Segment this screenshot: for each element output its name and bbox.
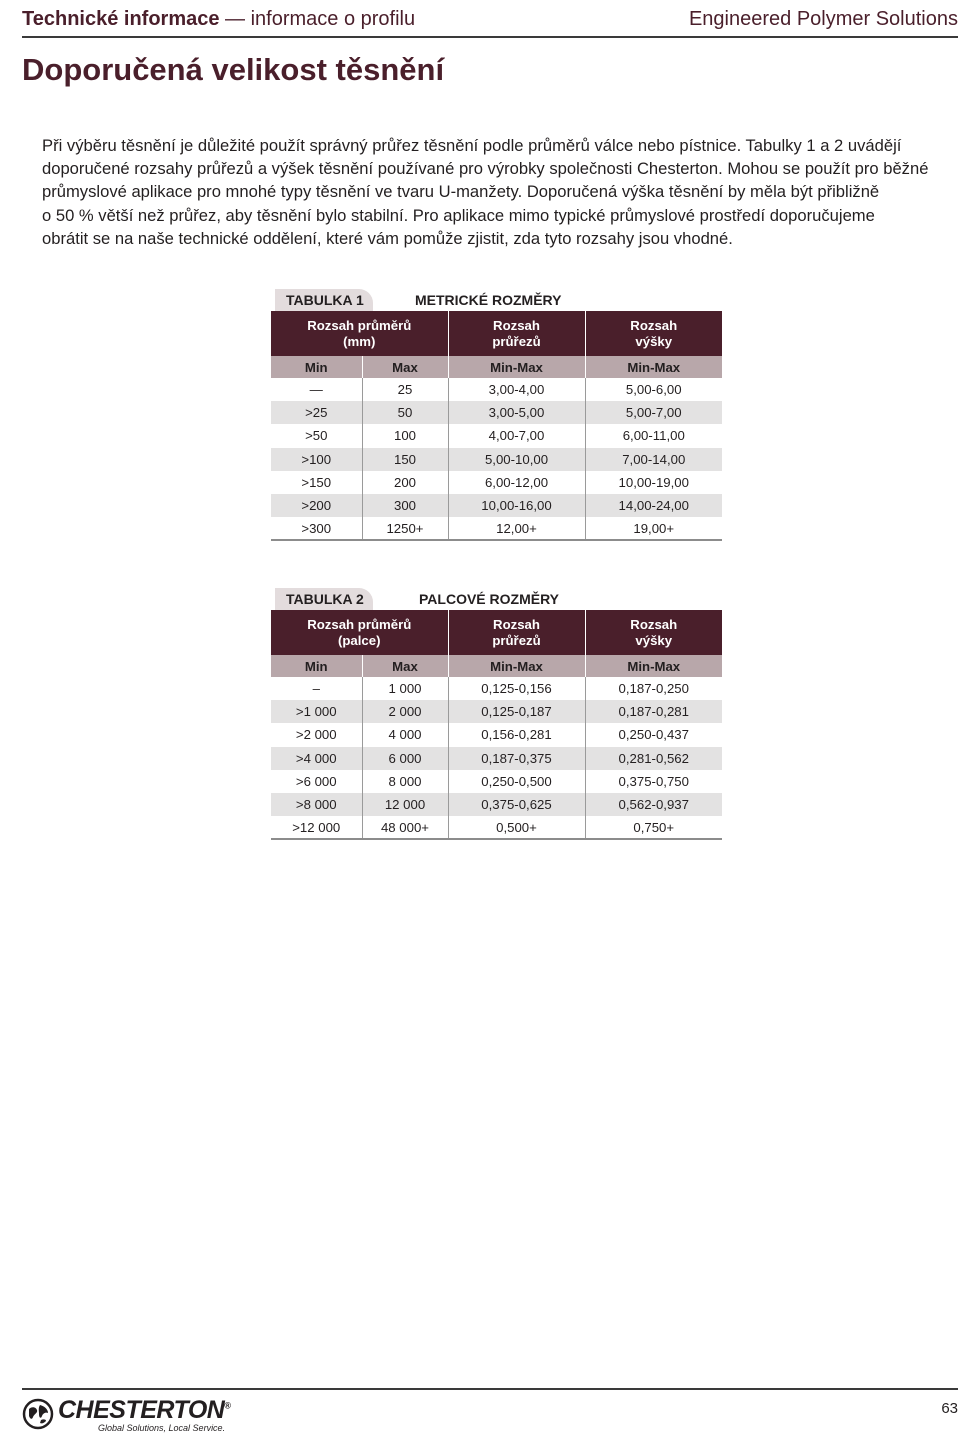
cell-section: 0,250-0,500 <box>448 770 585 793</box>
logo-wordmark <box>58 1396 230 1425</box>
cell-max: 48 000+ <box>362 816 448 839</box>
header-line: Rozsah <box>630 317 678 333</box>
cell-section: 4,00-7,00 <box>448 424 585 447</box>
cell-max: 300 <box>362 494 448 517</box>
cell-min: >300 <box>271 517 362 540</box>
cell-section: 5,00-10,00 <box>448 448 585 471</box>
header-section <box>22 8 415 31</box>
table-group-header <box>271 311 722 356</box>
table-group-header <box>271 610 722 655</box>
table-row <box>271 770 722 793</box>
table-row <box>271 471 722 494</box>
cell-height: 19,00+ <box>585 517 722 540</box>
cell-max: 12 000 <box>362 793 448 816</box>
registered-mark: ® <box>224 1400 231 1411</box>
cell-section: 0,375-0,625 <box>448 793 585 816</box>
cell-height: 6,00-11,00 <box>585 424 722 447</box>
header-line: výšky <box>635 632 673 648</box>
cell-min: >6 000 <box>295 773 337 789</box>
intro-paragraph <box>42 134 947 250</box>
header-line: Rozsah <box>493 616 540 632</box>
subheader-height-range: Min-Max <box>585 655 722 677</box>
intro-line: obrátit se na naše technické oddělení, které vám pomůže zjistit, zda tyto rozsahy jsou vhodné. <box>42 228 733 248</box>
intro-line: průmyslové aplikace pro mnohé typy těsnění ve tvaru U-manžety. Doporučená výška těsnění by měla být přibližně <box>42 182 880 202</box>
page-header <box>22 6 958 38</box>
header-line: výšky <box>635 333 673 349</box>
column-header-section <box>448 610 585 655</box>
page-number: 63 <box>941 1400 958 1417</box>
cell-height: 0,562-0,937 <box>585 793 722 816</box>
page-title: Doporučená velikost těsnění <box>22 52 445 87</box>
imperial-table <box>271 610 722 840</box>
intro-line: Při výběru těsnění je důležité použít správný průřez těsnění podle průměrů válce nebo pístnice. Tabulky 1 a 2 uvádějí <box>42 136 902 155</box>
cell-max: 50 <box>362 401 448 424</box>
header-line: (palce) <box>337 632 381 648</box>
header-line: průřezů <box>492 333 541 349</box>
cell-height: 0,281-0,562 <box>585 747 722 770</box>
cell-max: 200 <box>362 471 448 494</box>
cell-max: 2 000 <box>362 700 448 723</box>
table-row <box>271 700 722 723</box>
cell-min: >100 <box>271 448 362 471</box>
globe-icon <box>22 1398 54 1430</box>
cell-min: >200 <box>271 494 362 517</box>
subheader-max: Max <box>362 655 448 677</box>
cell-max: 4 000 <box>362 723 448 746</box>
cell-height: 5,00-7,00 <box>585 401 722 424</box>
cell-max: 1 000 <box>362 677 448 700</box>
table-row <box>271 448 722 471</box>
cell-section: 0,156-0,281 <box>448 723 585 746</box>
header-line: Rozsah průměrů <box>307 317 412 333</box>
cell-max: 150 <box>362 448 448 471</box>
metric-table <box>271 311 722 541</box>
cell-section: 12,00+ <box>448 517 585 540</box>
subheader-min: Min <box>271 356 362 378</box>
table-row <box>271 723 722 746</box>
cell-min: >8 000 <box>271 793 362 816</box>
cell-height: 0,187-0,281 <box>585 700 722 723</box>
cell-height: 5,00-6,00 <box>585 378 722 401</box>
cell-min: >50 <box>305 428 328 444</box>
cell-min: >150 <box>301 474 332 490</box>
cell-section: 0,500+ <box>448 816 585 839</box>
column-header-diameter <box>271 610 448 655</box>
table-title: PALCOVÉ ROZMĚRY <box>419 591 560 607</box>
cell-min: – <box>312 681 320 697</box>
table-tab-label: TABULKA 1 <box>275 289 373 311</box>
table-row <box>271 401 722 424</box>
cell-height: 7,00-14,00 <box>585 448 722 471</box>
table-row <box>271 816 722 839</box>
header-line: Rozsah <box>630 616 678 632</box>
column-header-diameter <box>271 311 448 356</box>
table-metric <box>271 289 722 541</box>
column-header-section <box>448 311 585 356</box>
cell-max: 6 000 <box>362 747 448 770</box>
cell-min: >25 <box>271 401 362 424</box>
footer-divider <box>22 1388 958 1390</box>
cell-max: 25 <box>362 378 448 401</box>
cell-min: >2 000 <box>295 727 337 743</box>
cell-section: 0,187-0,375 <box>448 747 585 770</box>
header-brand-line: Engineered Polymer Solutions <box>688 8 958 30</box>
logo-name: CHESTERTON <box>58 1396 225 1424</box>
header-line: průřezů <box>492 632 541 648</box>
cell-height: 14,00-24,00 <box>585 494 722 517</box>
cell-height: 10,00-19,00 <box>585 471 722 494</box>
cell-max: 1250+ <box>362 517 448 540</box>
cell-min: — <box>309 382 323 398</box>
subheader-section-range: Min-Max <box>448 655 585 677</box>
cell-min: >4 000 <box>271 747 362 770</box>
table-row <box>271 494 722 517</box>
subheader-min: Min <box>271 655 362 677</box>
table-sub-header <box>271 655 722 677</box>
intro-line: doporučené rozsahy průřezů a výšek těsnění používané pro výrobky společnosti Chesterton. Mohou se použít pro běžné <box>42 159 929 179</box>
table-row <box>271 677 722 700</box>
header-section-rest: — informace o profilu <box>219 8 416 30</box>
table-header-strip <box>271 289 722 311</box>
header-line: Rozsah průměrů <box>307 616 412 632</box>
cell-min: >12 000 <box>271 816 362 839</box>
cell-max: 8 000 <box>362 770 448 793</box>
header-section-bold: Technické informace <box>22 8 220 30</box>
cell-height: 0,750+ <box>585 816 722 839</box>
header-line: Rozsah <box>493 317 540 333</box>
cell-height: 0,187-0,250 <box>585 677 722 700</box>
table-row <box>271 378 722 401</box>
cell-section: 6,00-12,00 <box>448 471 585 494</box>
logo-tagline: Global Solutions, Local Service. <box>98 1423 226 1433</box>
cell-min: >1 000 <box>271 700 362 723</box>
cell-section: 3,00-4,00 <box>448 378 585 401</box>
chesterton-logo <box>22 1396 232 1436</box>
cell-max: 100 <box>362 424 448 447</box>
header-line: (mm) <box>343 333 376 349</box>
cell-section: 0,125-0,187 <box>448 700 585 723</box>
table-tab-label: TABULKA 2 <box>275 588 373 610</box>
cell-section: 10,00-16,00 <box>448 494 585 517</box>
table-sub-header <box>271 356 722 378</box>
column-header-height <box>585 610 722 655</box>
cell-height: 0,250-0,437 <box>585 723 722 746</box>
table-title: METRICKÉ ROZMĚRY <box>415 292 562 308</box>
table-row <box>271 517 722 540</box>
subheader-max: Max <box>362 356 448 378</box>
cell-section: 3,00-5,00 <box>448 401 585 424</box>
subheader-section-range: Min-Max <box>448 356 585 378</box>
table-row <box>271 424 722 447</box>
table-imperial <box>271 588 722 840</box>
subheader-height-range: Min-Max <box>585 356 722 378</box>
table-header-strip <box>271 588 722 610</box>
intro-line: o 50 % větší než průřez, aby těsnění bylo stabilní. Pro aplikace mimo typické průmyslové prostředí doporučujeme <box>42 205 875 225</box>
table-row <box>271 747 722 770</box>
cell-height: 0,375-0,750 <box>585 770 722 793</box>
cell-section: 0,125-0,156 <box>448 677 585 700</box>
table-row <box>271 793 722 816</box>
column-header-height <box>585 311 722 356</box>
